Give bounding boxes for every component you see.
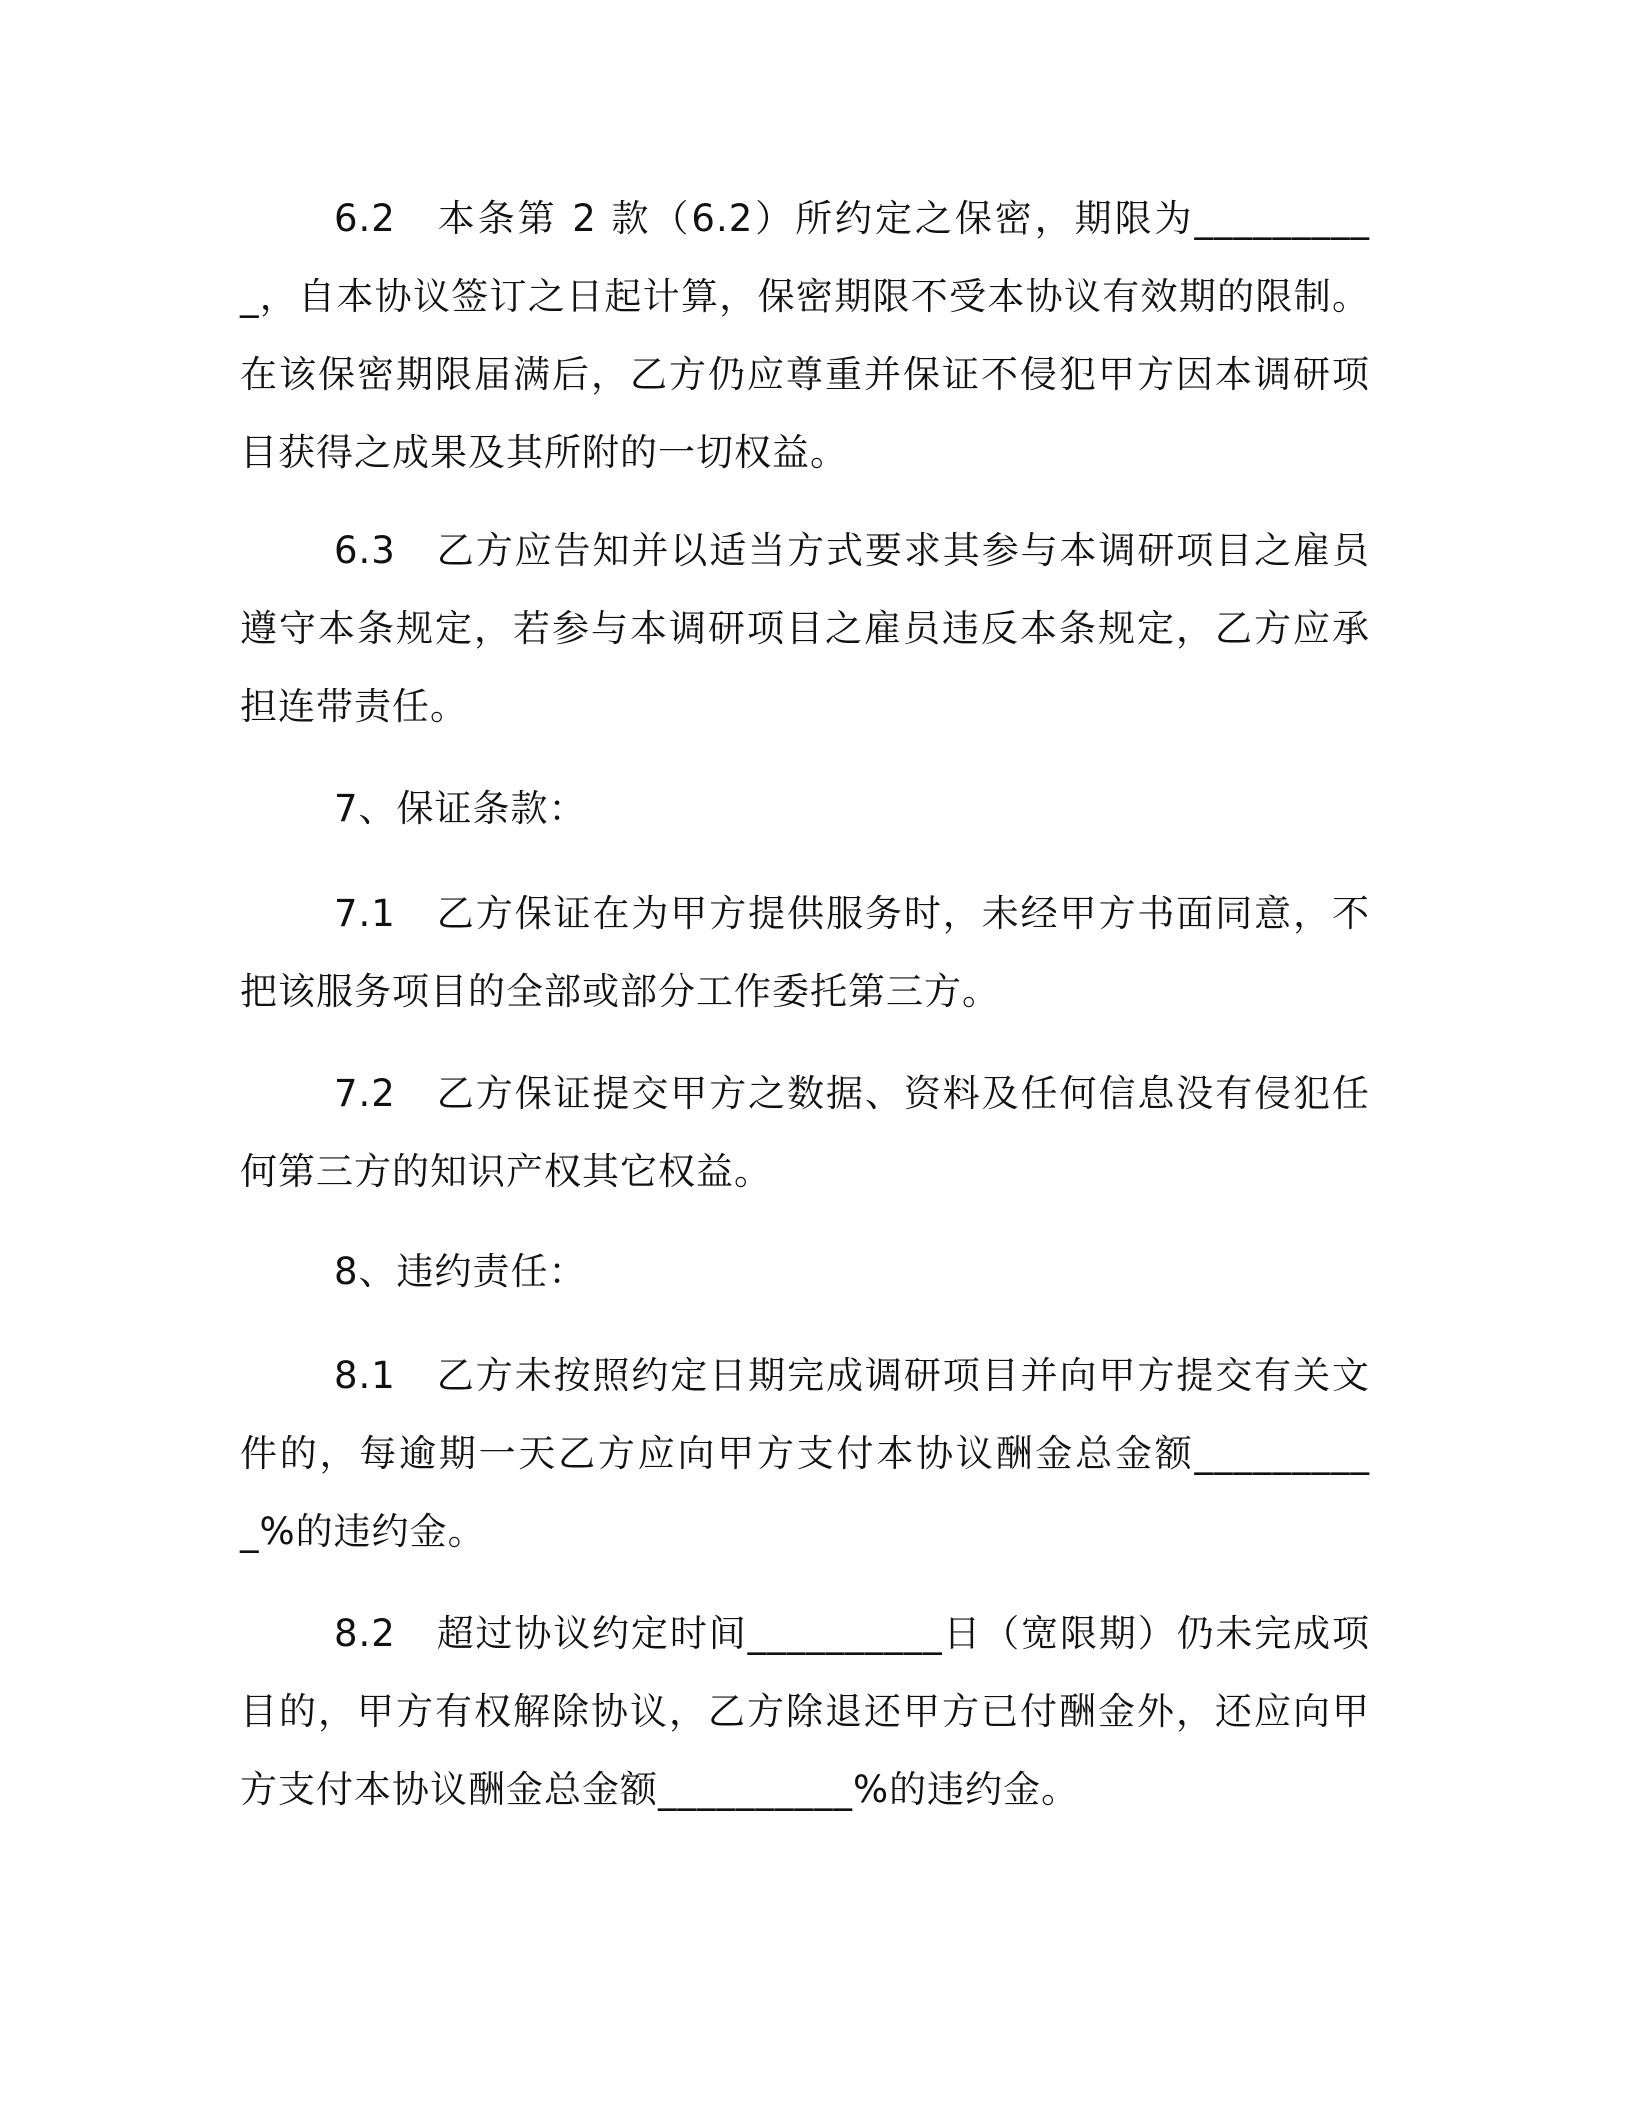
clause-text: 乙方应告知并以适当方式要求其参与本调研项目之雇员遵守本条规定，若参与本调研项目之雇员违反本条规定，乙方应承担连带责任。 xyxy=(240,529,1370,728)
clause-number: 7.2 xyxy=(334,1072,396,1115)
clause-text: 本条第 2 款（6.2）所约定之保密，期限为__________，自本协议签订之日起计算，保密期限不受本协议有效期的限制。在该保密期限届满后，乙方仍应尊重并保证不侵犯甲方因本调研项目获得之成果及其所附的一切权益。 xyxy=(240,197,1370,474)
clause-8-1 xyxy=(240,1337,1370,1571)
clause-text: 乙方保证在为甲方提供服务时，未经甲方书面同意，不把该服务项目的全部或部分工作委托第三方。 xyxy=(240,892,1370,1013)
clause-8-2 xyxy=(240,1595,1370,1829)
clause-text: 乙方未按照约定日期完成调研项目并向甲方提交有关文件的，每逾期一天乙方应向甲方支付本协议酬金总金额__________%的违约金。 xyxy=(240,1354,1370,1553)
section-heading-8: 8、违约责任： xyxy=(334,1250,587,1293)
section-heading-7: 7、保证条款： xyxy=(334,787,587,830)
clause-number: 8.1 xyxy=(334,1354,396,1397)
clause-number: 6.3 xyxy=(334,529,396,572)
clause-number: 8.2 xyxy=(334,1612,396,1655)
clause-7-2 xyxy=(240,1055,1370,1211)
clause-6-3 xyxy=(240,512,1370,746)
clause-number: 7.1 xyxy=(334,892,396,935)
clause-7-1 xyxy=(240,875,1370,1031)
clause-number: 6.2 xyxy=(334,197,396,240)
clause-text: 超过协议约定时间__________日（宽限期）仍未完成项目的，甲方有权解除协议，乙方除退还甲方已付酬金外，还应向甲方支付本协议酬金总金额__________%的违约金。 xyxy=(240,1612,1370,1811)
clause-text: 乙方保证提交甲方之数据、资料及任何信息没有侵犯任何第三方的知识产权其它权益。 xyxy=(240,1072,1370,1193)
clause-6-2 xyxy=(240,180,1370,492)
